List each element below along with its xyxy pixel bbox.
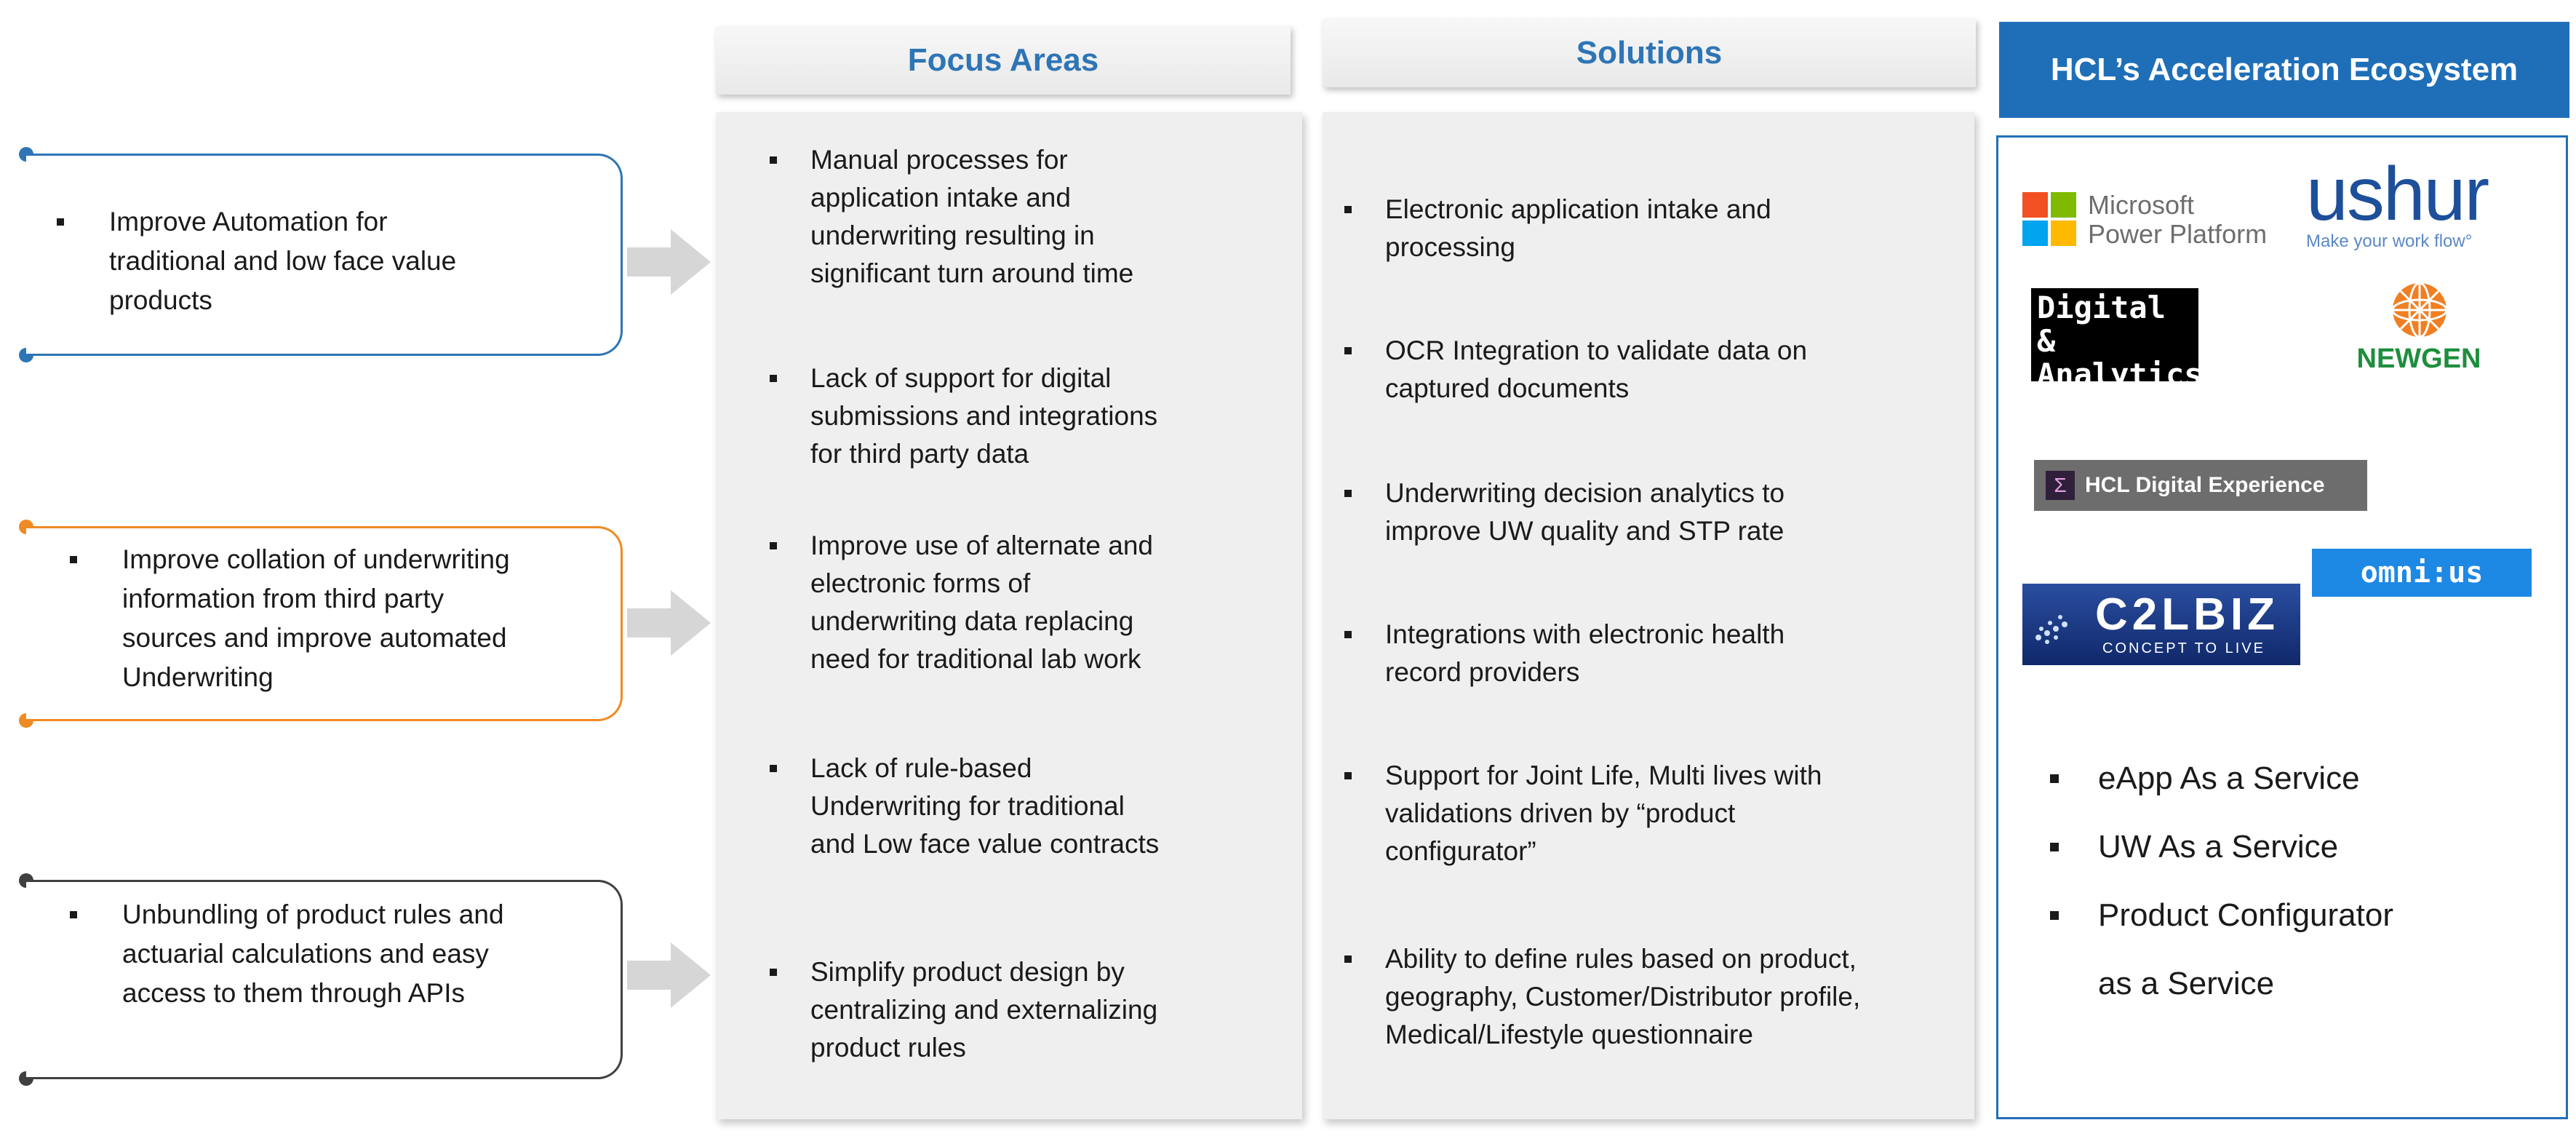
objective-1-text: Improve Automation for traditional and low face value products (57, 202, 456, 320)
newgen-globe-icon (2390, 281, 2449, 339)
newgen-logo-name: NEWGEN (2356, 343, 2481, 374)
solutions-header: Solutions (1323, 19, 1976, 87)
solution-item: Integrations with electronic health record providers (1344, 616, 1785, 691)
objective-1 (0, 146, 640, 364)
c2lbiz-logo (2022, 584, 2300, 665)
bullet-icon (70, 556, 77, 563)
bullet-icon (2050, 774, 2059, 783)
ecosystem-header: HCL’s Acceleration Ecosystem (1999, 22, 2569, 118)
omnius-logo: omni:us (2312, 549, 2532, 597)
bullet-icon (2050, 843, 2059, 851)
bullet-icon (2050, 911, 2059, 920)
hcl-dx-icon: Σ (2046, 471, 2075, 500)
objective-3-text: Unbundling of product rules and actuarial calculations and easy access to them through APIs (70, 895, 504, 1013)
bullet-icon (770, 969, 777, 976)
bullet-icon (1344, 772, 1352, 779)
solution-item: Support for Joint Life, Multi lives with validations driven by “product configurator” (1344, 757, 1822, 870)
ushur-logo (2306, 154, 2553, 263)
c2lbiz-dots-icon (2031, 601, 2097, 645)
service-item: UW As a Service (2050, 825, 2338, 869)
arrow-right-icon (627, 939, 714, 1012)
bullet-icon (770, 765, 777, 772)
solution-item: Electronic application intake and processing (1344, 191, 1771, 266)
newgen-logo (2335, 281, 2495, 383)
focus-item: Simplify product design by centralizing and externalizing product rules (770, 953, 1157, 1067)
bullet-icon (770, 156, 777, 164)
ushur-logo-tagline: Make your work flow° (2306, 231, 2473, 251)
focus-item: Lack of rule-based Underwriting for traditional and Low face value contracts (770, 750, 1159, 863)
microsoft-power-platform-logo (2022, 191, 2299, 249)
solution-item: Underwriting decision analytics to improve UW quality and STP rate (1344, 474, 1785, 550)
microsoft-logo-text: Microsoft Power Platform (2088, 190, 2268, 249)
bullet-icon (770, 375, 777, 382)
focus-item: Improve use of alternate and electronic forms of underwriting data replacing need for traditional lab work (770, 527, 1153, 678)
arrow-right-icon (627, 587, 714, 659)
solution-item: Ability to define rules based on product, geography, Customer/Distributor profile, Medical/Lifestyle questionnaire (1344, 940, 1860, 1054)
c2lbiz-logo-name: C2LBIZ (2095, 589, 2279, 640)
focus-areas-header: Focus Areas (716, 26, 1291, 95)
bullet-icon (70, 911, 77, 918)
bullet-icon (57, 218, 64, 226)
objective-3 (0, 872, 640, 1090)
service-item: eApp As a Service (2050, 757, 2360, 801)
bullet-icon (1344, 631, 1352, 638)
arrow-right-icon (627, 226, 714, 298)
hcl-digital-experience-logo (2034, 460, 2367, 511)
solution-item: OCR Integration to validate data on captured documents (1344, 332, 1807, 408)
focus-item: Lack of support for digital submissions and integrations for third party data (770, 360, 1157, 473)
objective-2-text: Improve collation of underwriting information from third party sources and improve automated Underwriting (70, 540, 510, 697)
bullet-icon (1344, 347, 1352, 354)
microsoft-logo-icon (2022, 192, 2076, 246)
digital-analytics-logo: Digital & Analytics by HCL Technologies (2031, 288, 2198, 381)
c2lbiz-logo-tagline: CONCEPT TO LIVE (2102, 640, 2265, 656)
ushur-logo-name: ushur (2306, 152, 2489, 237)
focus-item: Manual processes for application intake and underwriting resulting in significant turn around time (770, 141, 1133, 293)
bullet-icon (1344, 206, 1352, 213)
hcl-dx-logo-name: HCL Digital Experience (2085, 473, 2325, 497)
service-item: Product Configurator (2050, 894, 2393, 937)
bullet-icon (770, 542, 777, 549)
bullet-icon (1344, 490, 1352, 497)
service-item-continuation: as a Service (2098, 966, 2275, 1001)
bullet-icon (1344, 956, 1352, 963)
objective-2 (0, 517, 640, 735)
